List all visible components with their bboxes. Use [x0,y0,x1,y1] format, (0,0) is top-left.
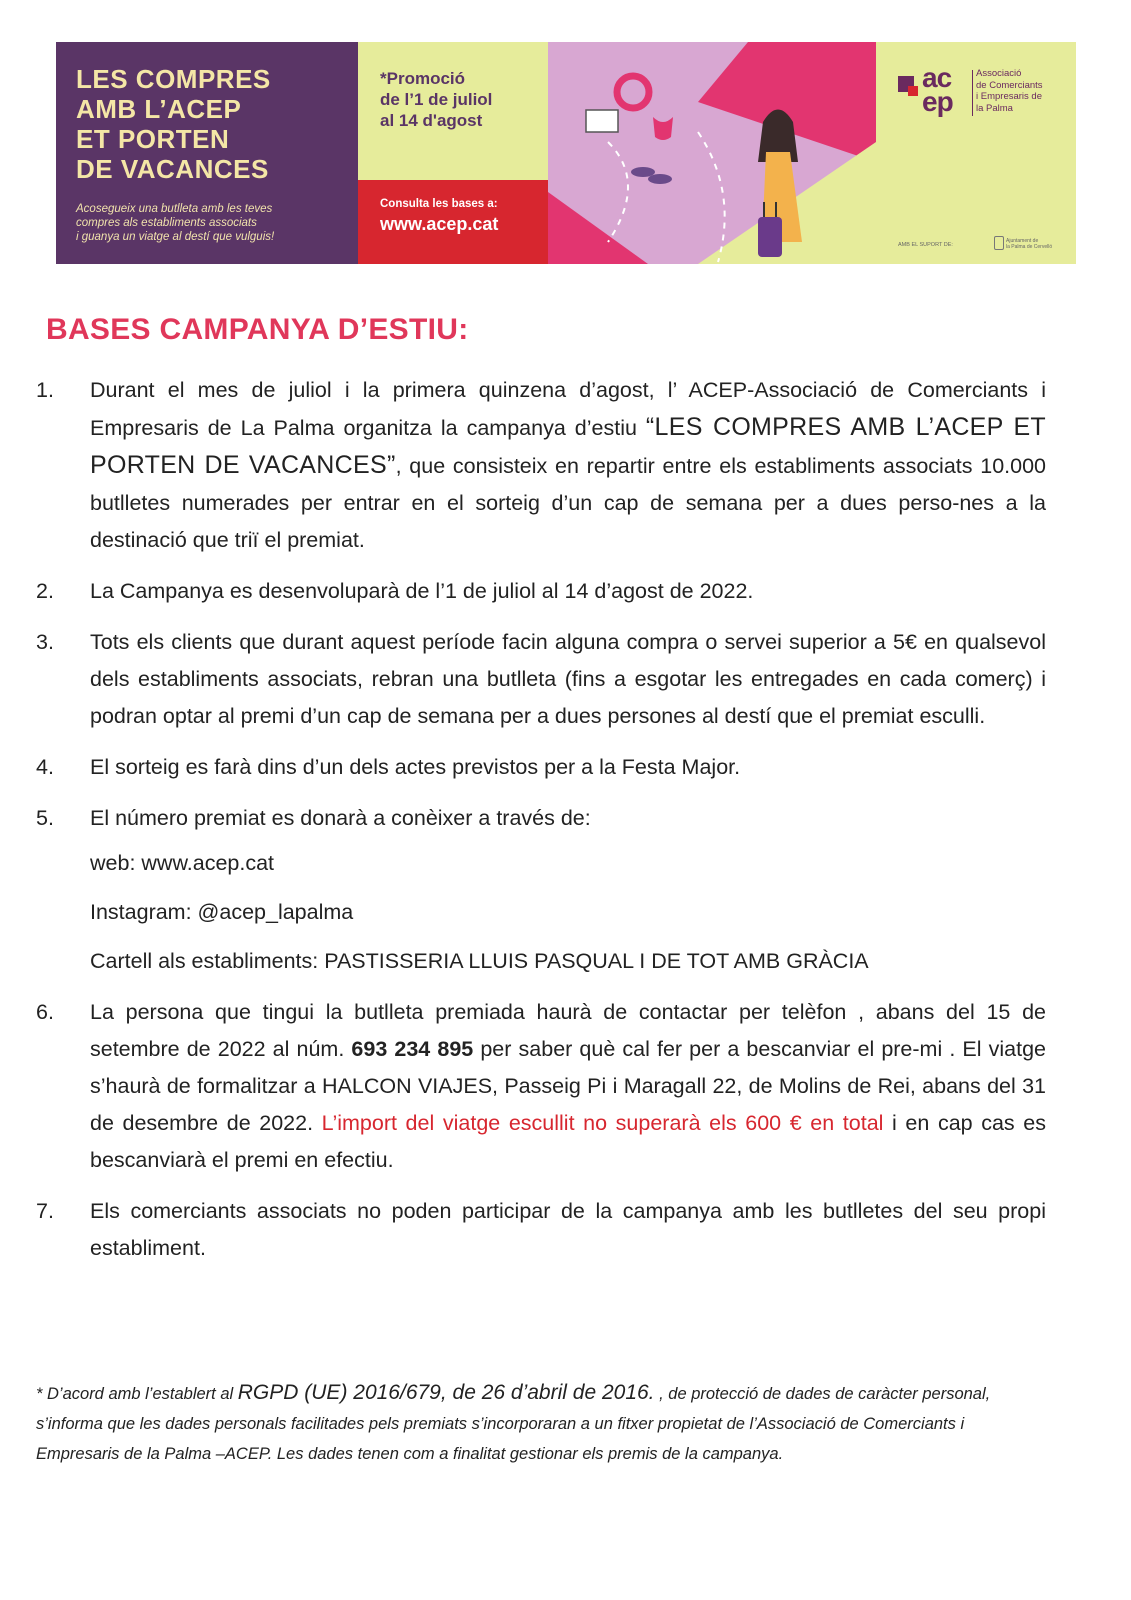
banner-headline: LES COMPRES AMB L’ACEP ET PORTEN DE VACANCES [76,64,271,184]
item-number: 3. [36,630,54,654]
campaign-banner [56,42,1076,264]
gdpr-footnote: * D’acord amb l’establert al RGPD (UE) 2016/679, de 26 d’abril de 2016. , de protecció de dades de caràcter personal, s’informa que les dades personals facilitades pels premiats s’incorporaran a un fitxer propietat de l’Associació de Comerciants i Empresaris de la Palma –ACEP. Les dades tenen com a finalitat gestionar els premis de la campanya. [36,1381,991,1463]
banner-promo-panel [358,42,548,264]
item-text: Durant el mes de juliol i la primera quinzena d’agost, l’ ACEP-Associació de Comerciants i Empresaris de La Palma organitza la campanya d’estiu “LES COMPRES AMB L’ACEP ET PORTEN DE VACANCES”, que consisteix en repartir entre els establiments associats 10.000 butlletes numerades per entrar en el sorteig d’un cap de semana per a dues perso-nes a la destinació que triï el premiat. [90,378,1046,552]
page-title: BASES CAMPANYA D’ESTIU: [46,313,469,346]
banner-url-link[interactable]: www.acep.cat [380,214,499,234]
item-number: 5. [36,806,54,830]
book-icon [586,110,618,132]
rules-list [36,372,1046,1281]
sandal-icon [631,167,655,177]
promo-dates: *Promoció de l’1 de juliol al 14 d'agost [380,69,493,130]
banner-headline-panel [56,42,358,264]
list-item-1 [36,372,1046,559]
phone-number: 693 234 895 [351,1037,474,1061]
item-number: 4. [36,755,54,779]
list-item-2 [36,573,1046,610]
item-number: 2. [36,579,54,603]
list-item-7 [36,1193,1046,1267]
banner-subtext: Acosegueix una butlleta amb les teves compres als establiments associats i guanya un viatge al destí que vulguis! [76,203,275,243]
coat-of-arms-icon [994,236,1004,250]
item-text: Els comerciants associats no poden participar de la campanya amb les butlletes del seu propi establiment. [90,1199,1046,1260]
banner-url-box [358,180,548,264]
item-text: El número premiat es donarà a conèixer a través de: [90,806,591,830]
cartell-line: Cartell als establiments: PASTISSERIA LLUIS PASQUAL I DE TOT AMB GRÀCIA [90,949,869,973]
acep-full-name: Associació de Comerciants i Empresaris de la Palma [976,68,1043,114]
acep-logo-panel [876,42,1076,264]
item-text: Tots els clients que durant aquest període facin alguna compra o servei superior a 5€ en qualsevol dels establiments associats, rebran una butlleta (fins a esgotar les entregades en cada comerç) i podran optar al premi d’un cap de semana per a dues persones al destí que el premiat esculli. [90,630,1046,728]
acep-logo: ac ep [922,62,953,117]
consulta-label: Consulta les bases a: [380,198,498,210]
list-item-5 [36,800,1046,837]
instagram-link[interactable]: Instagram: @acep_lapalma [90,900,354,924]
list-item-4 [36,749,1046,786]
item-text: La persona que tingui la butlleta premiada haurà de contactar per telèfon , abans del 15 de setembre de 2022 al núm. 693 234 895 per saber què cal fer per a bescanviar el pre-mi . El viatge s’haurà de formalitzar a HALCON VIAJES, Passeig Pi i Maragall 22, de Molins de Rei, abans del 31 de desembre de 2022. L’import del viatge escullit no superarà els 600 € en total i en cap cas es bescanviarà el premi en efectiu. [90,1000,1047,1172]
item-number: 1. [36,378,54,402]
campaign-name: “LES COMPRES AMB L’ACEP ET PORTEN DE VACANCES” [90,413,1046,479]
web-link[interactable]: web: www.acep.cat [90,851,275,875]
ajuntament-label: Ajuntament de la Palma de Cervelló [1006,238,1053,250]
item-text: La Campanya es desenvoluparà de l’1 de juliol al 14 d’agost de 2022. [90,579,754,603]
support-label: AMB EL SUPORT DE: [898,242,953,248]
suitcase-icon [758,217,782,257]
item-number: 6. [36,1000,54,1024]
item-text: El sorteig es farà dins d’un dels actes previstos per a la Festa Major. [90,755,741,779]
banner-illustration [548,42,876,264]
beach-illustration [548,42,876,264]
item-number: 7. [36,1199,54,1223]
price-limit-note: L’import del viatge escullit no superarà els 600 € en total [321,1111,884,1135]
list-item-3 [36,624,1046,735]
list-item-6 [36,994,1046,1179]
